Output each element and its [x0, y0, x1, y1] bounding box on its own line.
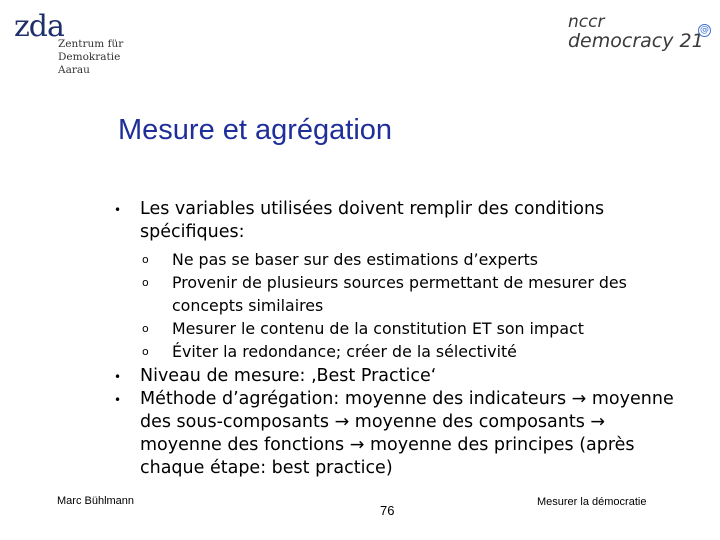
bullet-level: [108, 365, 688, 388]
sub-bullet-icon: o: [142, 322, 149, 335]
bullet-aggregation: [108, 388, 688, 480]
sub-bullet-icon: o: [142, 276, 149, 289]
bullet-conditions: [108, 198, 688, 244]
nccr-logo: [568, 13, 713, 51]
bullet-text: Méthode d’agrégation: moyenne des indicateurs → moyenne des sous-composants → moyenne des composants → moyenne des fonctions → moyenne des principes (après chaque étape: best practice): [140, 389, 674, 478]
at-icon: @: [700, 25, 709, 35]
zda-logo-mark: zda: [14, 9, 64, 44]
zda-line-2: Demokratie: [58, 51, 121, 63]
footer-author: Marc Bühlmann: [57, 495, 135, 507]
sub-item-text: Mesurer le contenu de la constitution ET son impact: [172, 319, 584, 338]
footer-topic: Mesurer la démocratie: [537, 496, 647, 508]
bullet-icon: •: [114, 203, 122, 217]
sub-list: [108, 248, 688, 363]
sub-item: [108, 271, 688, 317]
zda-logo: [14, 9, 64, 44]
sub-item-text: Ne pas se baser sur des estimations d’experts: [172, 250, 539, 269]
sub-item: [108, 340, 688, 363]
nccr-logo-line1: nccr: [568, 12, 605, 32]
nccr-logo-line2: democracy 21: [568, 30, 704, 52]
bullet-icon: •: [114, 393, 122, 407]
page-number: 76: [380, 503, 395, 518]
slide-body: [108, 198, 688, 480]
slide-title: Mesure et agrégation: [118, 114, 393, 146]
zda-line-1: Zentrum für: [58, 38, 124, 50]
bullet-text: Niveau de mesure: ‚Best Practice‘: [140, 366, 437, 386]
sub-item-text: Éviter la redondance; créer de la sélectivité: [172, 342, 517, 361]
sub-item: [108, 248, 688, 271]
bullet-text: Les variables utilisées doivent remplir des conditions spécifiques:: [140, 199, 605, 242]
bullet-icon: •: [114, 370, 122, 384]
sub-bullet-icon: o: [142, 345, 149, 358]
zda-logo-text: [58, 38, 138, 77]
sub-item-text: Provenir de plusieurs sources permettant de mesurer des concepts similaires: [172, 273, 627, 315]
zda-line-3: Aarau: [58, 64, 90, 76]
sub-item: [108, 317, 688, 340]
sub-bullet-icon: o: [142, 253, 149, 266]
